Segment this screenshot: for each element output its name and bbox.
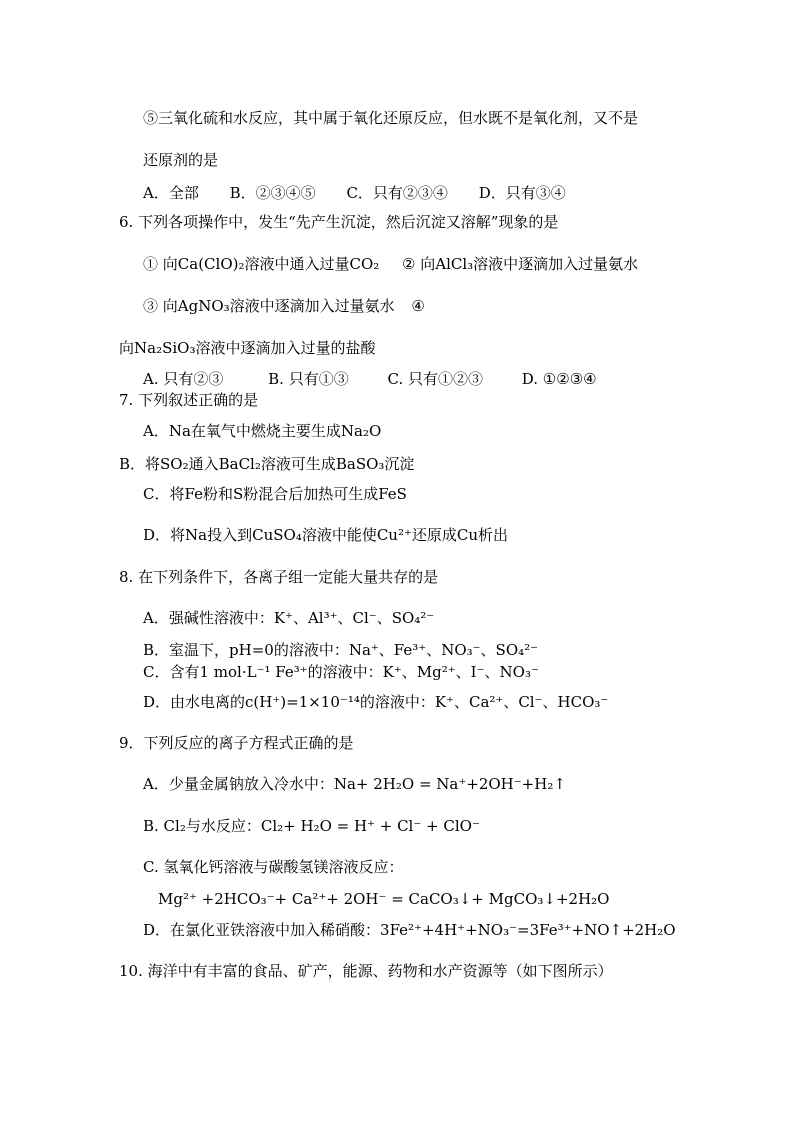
q6-items-row1 bbox=[143, 254, 638, 274]
q5-option-a: A．全部 bbox=[143, 184, 199, 202]
q9-option-c-equation: Mg²⁺ +2HCO₃⁻+ Ca²⁺+ 2OH⁻ = CaCO₃↓+ MgCO₃↓+2H₂O bbox=[158, 890, 610, 908]
q6-item-1: ① 向Ca(ClO)₂溶液中通入过量CO₂ bbox=[143, 255, 380, 273]
q8-option-b: B．室温下，pH=0的溶液中：Na⁺、Fe³⁺、NO₃⁻、SO₄²⁻ bbox=[143, 641, 539, 659]
q6-option-a: A. 只有②③ bbox=[143, 370, 224, 388]
q8-option-d: D．由水电离的c(H⁺)=1×10⁻¹⁴的溶液中：K⁺、Ca²⁺、Cl⁻、HCO₃⁻ bbox=[143, 693, 609, 711]
q5-options bbox=[143, 183, 566, 203]
q8-stem: 8. 在下列条件下，各离子组一定能大量共存的是 bbox=[119, 568, 439, 586]
q5-option-c: C．只有②③④ bbox=[346, 184, 448, 202]
q10-stem: 10. 海洋中有丰富的食品、矿产，能源、药物和水产资源等（如下图所示） bbox=[119, 962, 613, 980]
q5-option-b: B．②③④⑤ bbox=[229, 184, 316, 202]
q6-options bbox=[143, 369, 597, 389]
q9-option-b: B. Cl₂与水反应：Cl₂+ H₂O = H⁺ + Cl⁻ + ClO⁻ bbox=[143, 817, 480, 835]
q6-option-c: C. 只有①②③ bbox=[387, 370, 483, 388]
q7-option-c: C．将Fe粉和S粉混合后加热可生成FeS bbox=[143, 485, 407, 503]
q9-option-c: C. 氢氧化钙溶液与碳酸氢镁溶液反应： bbox=[143, 858, 404, 876]
q9-option-d: D．在氯化亚铁溶液中加入稀硝酸：3Fe²⁺+4H⁺+NO₃⁻=3Fe³⁺+NO↑+2H₂O bbox=[143, 921, 676, 939]
q6-item-2: ② 向AlCl₃溶液中逐滴加入过量氨水 bbox=[402, 255, 639, 273]
q6-item-3: ③ 向AgNO₃溶液中逐滴加入过量氨水 bbox=[143, 297, 395, 315]
q7-option-a: A．Na在氧气中燃烧主要生成Na₂O bbox=[143, 422, 382, 440]
q5-stem-line2: 还原剂的是 bbox=[143, 151, 219, 169]
q8-option-a: A．强碱性溶液中：K⁺、Al³⁺、Cl⁻、SO₄²⁻ bbox=[143, 609, 435, 627]
q5-option-d: D．只有③④ bbox=[478, 184, 566, 202]
q7-stem: 7. 下列叙述正确的是 bbox=[119, 391, 259, 409]
q5-stem-line1: ⑤三氧化硫和水反应，其中属于氧化还原反应，但水既不是氧化剂，又不是 bbox=[143, 109, 639, 127]
q9-option-a: A．少量金属钠放入冷水中：Na+ 2H₂O = Na⁺+2OH⁻+H₂↑ bbox=[143, 775, 566, 793]
q9-stem: 9．下列反应的离子方程式正确的是 bbox=[119, 734, 354, 752]
q6-item-4-text: 向Na₂SiO₃溶液中逐滴加入过量的盐酸 bbox=[119, 339, 376, 357]
q6-items-row2 bbox=[143, 296, 425, 316]
q6-option-d: D. ①②③④ bbox=[521, 370, 597, 388]
q7-option-d: D．将Na投入到CuSO₄溶液中能使Cu²⁺还原成Cu析出 bbox=[143, 526, 509, 544]
q6-option-b: B. 只有①③ bbox=[268, 370, 349, 388]
q7-option-b: B．将SO₂通入BaCl₂溶液可生成BaSO₃沉淀 bbox=[119, 455, 415, 473]
q6-item-4-number: ④ bbox=[411, 297, 425, 315]
q8-option-c: C．含有1 mol·L⁻¹ Fe³⁺的溶液中：K⁺、Mg²⁺、I⁻、NO₃⁻ bbox=[143, 663, 539, 681]
q6-stem: 6. 下列各项操作中，发生“先产生沉淀，然后沉淀又溶解”现象的是 bbox=[119, 213, 559, 231]
